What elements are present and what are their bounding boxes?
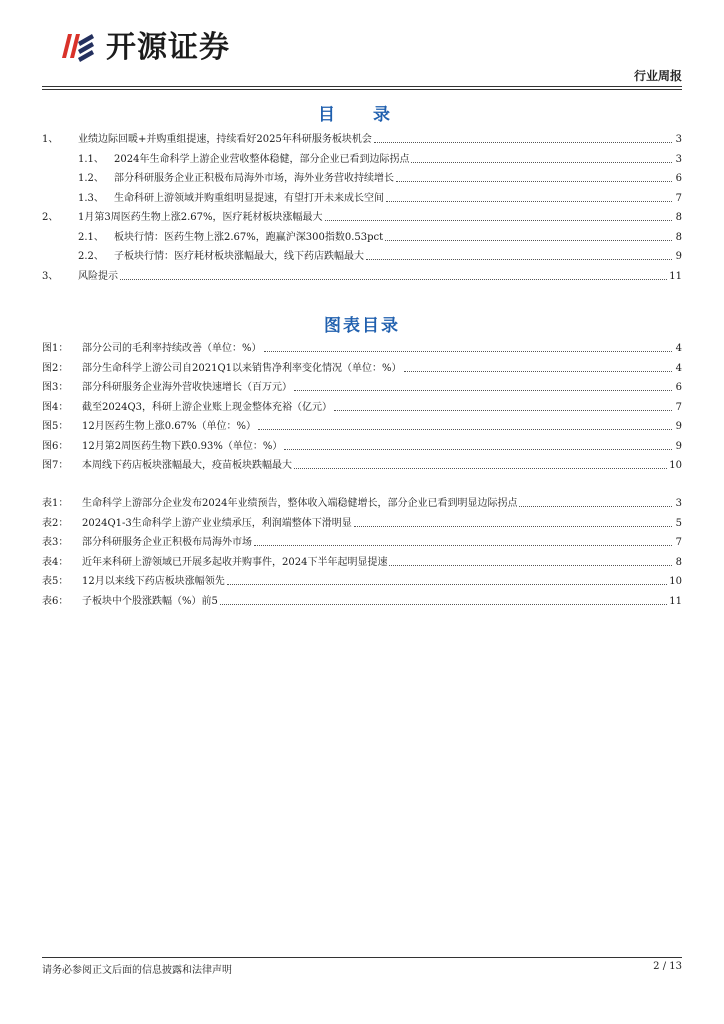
entry-title: 部分科研服务企业正积极布局海外市场 bbox=[82, 537, 252, 548]
entry-number: 表5： bbox=[42, 576, 69, 587]
entry-page-number: 9 bbox=[675, 440, 682, 452]
footer-disclaimer: 请务必参阅正文后面的信息披露和法律声明 bbox=[42, 965, 232, 976]
entry-number: 图5： bbox=[42, 421, 69, 432]
report-type-tag: 行业周报 bbox=[633, 69, 682, 83]
entry-number: 1、 bbox=[42, 134, 59, 145]
dot-leader bbox=[411, 162, 672, 163]
table-entry[interactable] bbox=[42, 494, 682, 514]
entry-page-number: 6 bbox=[675, 173, 682, 184]
entry-number: 图3： bbox=[42, 382, 69, 393]
table-list bbox=[42, 494, 682, 611]
entry-page-number: 6 bbox=[675, 382, 682, 393]
entry-title: 2024年生命科学上游企业营收整体稳健，部分企业已看到边际拐点 bbox=[114, 153, 410, 165]
dot-leader bbox=[396, 181, 672, 182]
toc-entry[interactable] bbox=[42, 228, 682, 248]
page-number: 2 / 13 bbox=[653, 961, 682, 972]
entry-number: 图1： bbox=[42, 343, 69, 354]
entry-page-number: 3 bbox=[675, 153, 682, 165]
entry-page-number: 7 bbox=[675, 537, 682, 548]
figure-entry[interactable] bbox=[42, 339, 682, 359]
entry-page-number: 3 bbox=[675, 134, 682, 145]
entry-title: 生命科学上游部分企业发布2024年业绩预告，整体收入端稳健增长，部分企业已看到明显边际拐点 bbox=[82, 498, 518, 509]
entry-title: 生命科研上游领域并购重组明显提速，有望打开未来成长空间 bbox=[114, 192, 384, 204]
entry-page-number: 8 bbox=[675, 212, 682, 223]
entry-number: 表1： bbox=[42, 498, 69, 509]
toc-entry[interactable] bbox=[42, 267, 682, 287]
entry-page-number: 4 bbox=[675, 343, 682, 354]
entry-page-number: 5 bbox=[675, 517, 682, 529]
logo-icon bbox=[58, 24, 98, 64]
figure-entry[interactable] bbox=[42, 437, 682, 457]
toc-entry[interactable] bbox=[42, 150, 682, 170]
table-entry[interactable] bbox=[42, 514, 682, 534]
entry-page-number: 3 bbox=[675, 498, 682, 509]
entry-page-number: 10 bbox=[669, 576, 682, 587]
entry-page-number: 11 bbox=[669, 270, 682, 282]
dot-leader bbox=[404, 371, 672, 372]
toc-entry[interactable] bbox=[42, 130, 682, 150]
table-entry[interactable] bbox=[42, 572, 682, 592]
entry-title: 截至2024Q3，科研上游企业账上现金整体充裕（亿元） bbox=[82, 401, 333, 413]
entry-number: 图2： bbox=[42, 362, 69, 374]
entry-title: 子板块中个股涨跌幅（%）前5 bbox=[82, 595, 218, 607]
figure-list bbox=[42, 339, 682, 476]
entry-number: 3、 bbox=[42, 270, 59, 282]
toc-entry[interactable] bbox=[42, 208, 682, 228]
dot-leader bbox=[389, 565, 672, 566]
figure-entry[interactable] bbox=[42, 359, 682, 379]
entry-number: 1.1、 bbox=[78, 153, 104, 165]
table-entry[interactable] bbox=[42, 553, 682, 573]
entry-page-number: 7 bbox=[675, 401, 682, 413]
entry-number: 1.2、 bbox=[78, 173, 104, 184]
dot-leader bbox=[120, 279, 667, 280]
figure-entry[interactable] bbox=[42, 378, 682, 398]
entry-title: 部分生命科学上游公司自2021Q1以来销售净利率变化情况（单位：%） bbox=[82, 362, 402, 374]
dot-leader bbox=[385, 240, 672, 241]
dot-leader bbox=[284, 449, 672, 450]
dot-leader bbox=[519, 506, 672, 507]
entry-number: 图4： bbox=[42, 401, 69, 413]
dot-leader bbox=[325, 220, 673, 221]
footer-divider bbox=[42, 957, 682, 958]
dot-leader bbox=[294, 390, 672, 391]
entry-title: 2024Q1-3生命科学上游产业业绩承压，利润端整体下滑明显 bbox=[82, 517, 352, 529]
entry-page-number: 11 bbox=[669, 595, 682, 607]
logo-text: 开源证券 bbox=[106, 30, 230, 65]
entry-title: 子板块行情：医疗耗材板块涨幅最大，线下药店跌幅最大 bbox=[114, 251, 364, 262]
figure-entry[interactable] bbox=[42, 417, 682, 437]
entry-page-number: 7 bbox=[675, 192, 682, 204]
entry-number: 表2： bbox=[42, 517, 69, 529]
dot-leader bbox=[294, 468, 667, 469]
header-divider-thin bbox=[42, 89, 682, 90]
dot-leader bbox=[227, 584, 668, 585]
toc-entry[interactable] bbox=[42, 169, 682, 189]
entry-title: 板块行情：医药生物上涨2.67%，跑赢沪深300指数0.53pct bbox=[114, 231, 384, 243]
dot-leader bbox=[220, 604, 667, 605]
brand-logo bbox=[58, 22, 230, 66]
toc-entry[interactable] bbox=[42, 189, 682, 209]
dot-leader bbox=[386, 201, 672, 202]
entry-title: 部分科研服务企业正积极布局海外市场，海外业务营收持续增长 bbox=[114, 173, 394, 184]
page-header bbox=[0, 0, 724, 92]
entry-number: 2.1、 bbox=[78, 231, 104, 243]
entry-title: 风险提示 bbox=[78, 270, 118, 282]
figures-title: 图表目录 bbox=[324, 316, 400, 336]
header-divider bbox=[42, 86, 682, 87]
toc-entry[interactable] bbox=[42, 247, 682, 267]
toc-list bbox=[42, 130, 682, 286]
entry-title: 1月第3周医药生物上涨2.67%，医疗耗材板块涨幅最大 bbox=[78, 212, 323, 223]
table-entry[interactable] bbox=[42, 533, 682, 553]
entry-title: 12月第2周医药生物下跌0.93%（单位：%） bbox=[82, 440, 283, 452]
entry-page-number: 4 bbox=[675, 362, 682, 374]
entry-title: 部分公司的毛利率持续改善（单位：%） bbox=[82, 343, 262, 354]
entry-title: 部分科研服务企业海外营收快速增长（百万元） bbox=[82, 382, 292, 393]
dot-leader bbox=[264, 351, 672, 352]
table-entry[interactable] bbox=[42, 592, 682, 612]
entry-number: 2、 bbox=[42, 212, 59, 223]
entry-number: 1.3、 bbox=[78, 192, 104, 204]
entry-page-number: 8 bbox=[675, 231, 682, 243]
entry-title: 业绩边际回暖+并购重组提速，持续看好2025年科研服务板块机会 bbox=[78, 134, 372, 145]
entry-page-number: 10 bbox=[669, 460, 682, 471]
entry-number: 表3： bbox=[42, 537, 69, 548]
dot-leader bbox=[254, 545, 672, 546]
entry-number: 2.2、 bbox=[78, 251, 104, 262]
dot-leader bbox=[366, 259, 672, 260]
figure-entry[interactable] bbox=[42, 398, 682, 418]
dot-leader bbox=[354, 526, 672, 527]
entry-number: 图7： bbox=[42, 460, 69, 471]
entry-title: 12月医药生物上涨0.67%（单位：%） bbox=[82, 421, 256, 432]
entry-number: 表4： bbox=[42, 556, 69, 568]
dot-leader bbox=[334, 410, 672, 411]
entry-number: 表6： bbox=[42, 595, 69, 607]
entry-page-number: 9 bbox=[675, 251, 682, 262]
dot-leader bbox=[374, 142, 672, 143]
entry-title: 本周线下药店板块涨幅最大，疫苗板块跌幅最大 bbox=[82, 460, 292, 471]
figure-entry[interactable] bbox=[42, 456, 682, 476]
entry-number: 图6： bbox=[42, 440, 69, 452]
dot-leader bbox=[258, 429, 672, 430]
entry-page-number: 8 bbox=[675, 556, 682, 568]
entry-title: 12月以来线下药店板块涨幅领先 bbox=[82, 576, 225, 587]
toc-title: 目 录 bbox=[318, 105, 406, 125]
entry-page-number: 9 bbox=[675, 421, 682, 432]
entry-title: 近年来科研上游领域已开展多起收并购事件，2024下半年起明显提速 bbox=[82, 556, 388, 568]
